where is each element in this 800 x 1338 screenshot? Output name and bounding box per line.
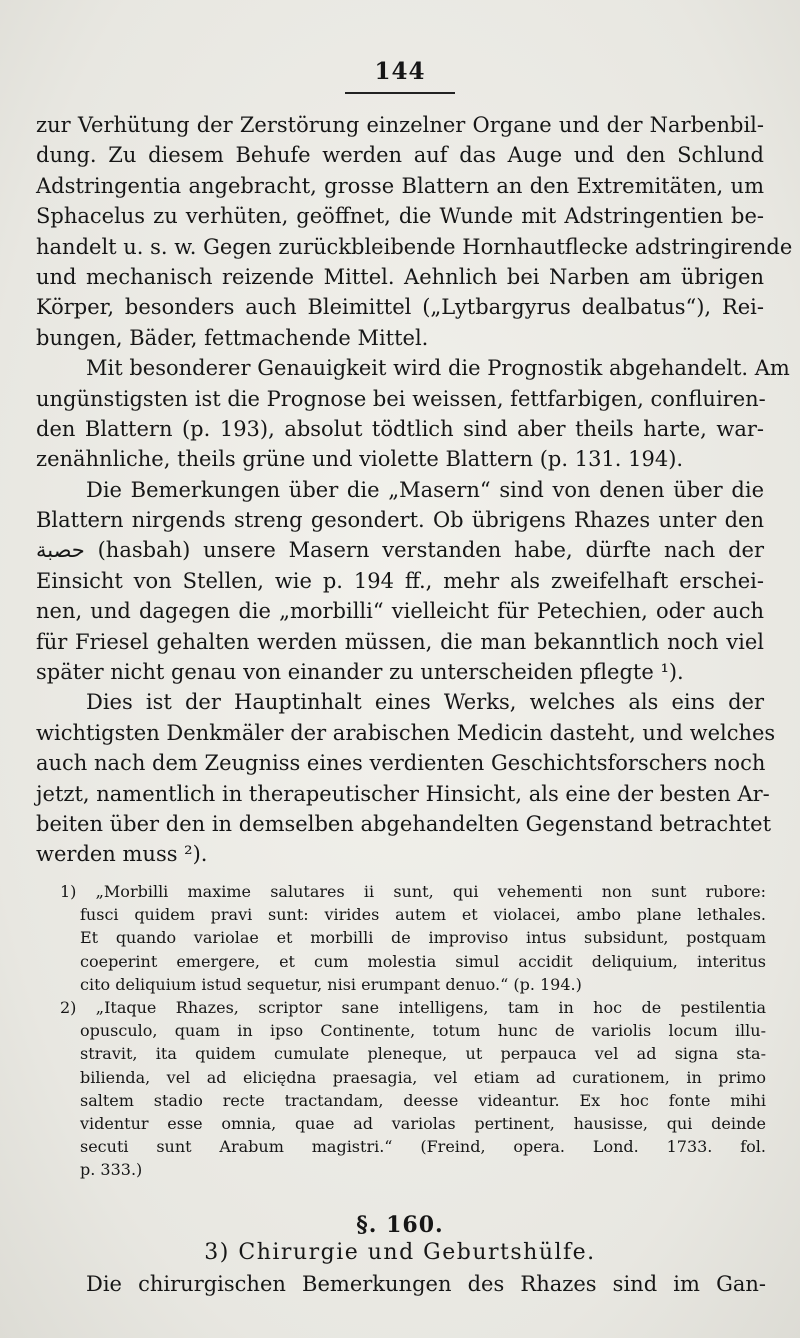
text-line: Blattern nirgends streng gesondert. Ob übrigens Rhazes unter den: [36, 508, 764, 533]
text-line: für Friesel gehalten werden müssen, die man bekanntlich noch viel: [36, 629, 764, 654]
footnote-line: stravit, ita quidem cumulate pleneque, ut perpauca vel ad signa sta-: [80, 1044, 766, 1064]
body-text: [36, 110, 793, 870]
text-line: zenähnliche, theils grüne und violette Blattern (p. 131. 194).: [36, 447, 684, 472]
footnote-line: fusci quidem pravi sunt: virides autem et violacei, ambo plane lethales.: [80, 905, 766, 925]
text-line: dung. Zu diesem Behufe werden auf das Auge und den Schlund: [36, 143, 764, 168]
footnote-line: 1) „Morbilli maxime salutares ii sunt, qui vehementi non sunt rubore:: [60, 882, 766, 901]
footnotes: [36, 880, 766, 1181]
footnote-line: bilienda, vel ad eliciędna praesagia, vel etiam ad curationem, in primo: [80, 1067, 766, 1087]
text-line: und mechanisch reizende Mittel. Aehnlich bei Narben am übrigen: [36, 264, 764, 289]
text-line: Einsicht von Stellen, wie p. 194 ff., mehr als zweifelhaft erschei-: [36, 568, 764, 593]
footnote-line: cito deliquium istud sequetur, nisi erumpant denuo.“ (p. 194.): [80, 974, 582, 994]
header-rule: [345, 92, 455, 94]
text-line: wichtigsten Denkmäler der arabischen Medicin dasteht, und welches: [36, 720, 776, 745]
text-line: bungen, Bäder, fettmachende Mittel.: [36, 325, 429, 350]
text-line: auch nach dem Zeugniss eines verdienten Geschichtsforschers noch: [36, 751, 766, 776]
footnote-line: secuti sunt Arabum magistri.“ (Freind, opera. Lond. 1733. fol.: [80, 1137, 766, 1157]
text-line: handelt u. s. w. Gegen zurückbleibende Hornhautflecke adstringirende: [36, 234, 793, 259]
text-line: nen, und dagegen die „morbilli“ vielleicht für Petechien, oder auch: [36, 599, 764, 624]
text-line: Dies ist der Hauptinhalt eines Werks, welches als eins der: [86, 690, 764, 715]
section-heading: 3) Chirurgie und Geburtshülfe.: [204, 1240, 596, 1265]
footnote-line: p. 333.): [80, 1160, 143, 1180]
text-line: jetzt, namentlich in therapeutischer Hinsicht, als eine der besten Ar-: [36, 781, 770, 806]
text-line: ungünstigsten ist die Prognose bei weissen, fettfarbigen, confluiren-: [36, 386, 766, 411]
text-line: حصبة (hasbah) unsere Masern verstanden habe, dürfte nach der: [36, 538, 764, 563]
footnote-line: opusculo, quam in ipso Continente, totum hunc de variolis locum illu-: [80, 1021, 766, 1041]
footnote-line: videntur esse omnia, quae ad variolas pertinent, hausisse, qui deinde: [80, 1113, 766, 1133]
text-line: Die Bemerkungen über die „Masern“ sind von denen über die: [86, 477, 764, 502]
text-line: Adstringentia angebracht, grosse Blattern an den Extremitäten, um: [36, 173, 764, 198]
text-line: Körper, besonders auch Bleimittel („Lytbargyrus dealbatus“), Rei-: [36, 295, 764, 320]
text-line: den Blattern (p. 193), absolut tödtlich sind aber theils harte, war-: [36, 416, 764, 441]
page-number: 144: [374, 58, 426, 85]
text-line: werden muss ²).: [36, 842, 208, 867]
final-line: Die chirurgischen Bemerkungen des Rhazes sind im Gan-: [86, 1272, 766, 1296]
text-line: beiten über den in demselben abgehandelten Gegenstand betrachtet: [36, 811, 772, 836]
text-line: zur Verhütung der Zerstörung einzelner Organe und der Narbenbil-: [36, 113, 764, 137]
footnote-line: Et quando variolae et morbilli de improviso intus subsidunt, postquam: [80, 928, 766, 948]
section-number: §. 160.: [356, 1212, 444, 1238]
footnote-line: saltem stadio recte tractandam, deesse videantur. Ex hoc fonte mihi: [80, 1090, 766, 1110]
footnote-line: coeperint emergere, et cum molestia simul accidit deliquium, interitus: [80, 951, 766, 971]
text-line: Sphacelus zu verhüten, geöffnet, die Wunde mit Adstringentien be-: [36, 204, 764, 229]
text-line: später nicht genau von einander zu unterscheiden pflegte ¹).: [36, 660, 684, 685]
footnote-line: 2) „Itaque Rhazes, scriptor sane intelligens, tam in hoc de pestilentia: [60, 997, 766, 1017]
text-line: Mit besonderer Genauigkeit wird die Prognostik abgehandelt. Am: [86, 356, 790, 381]
